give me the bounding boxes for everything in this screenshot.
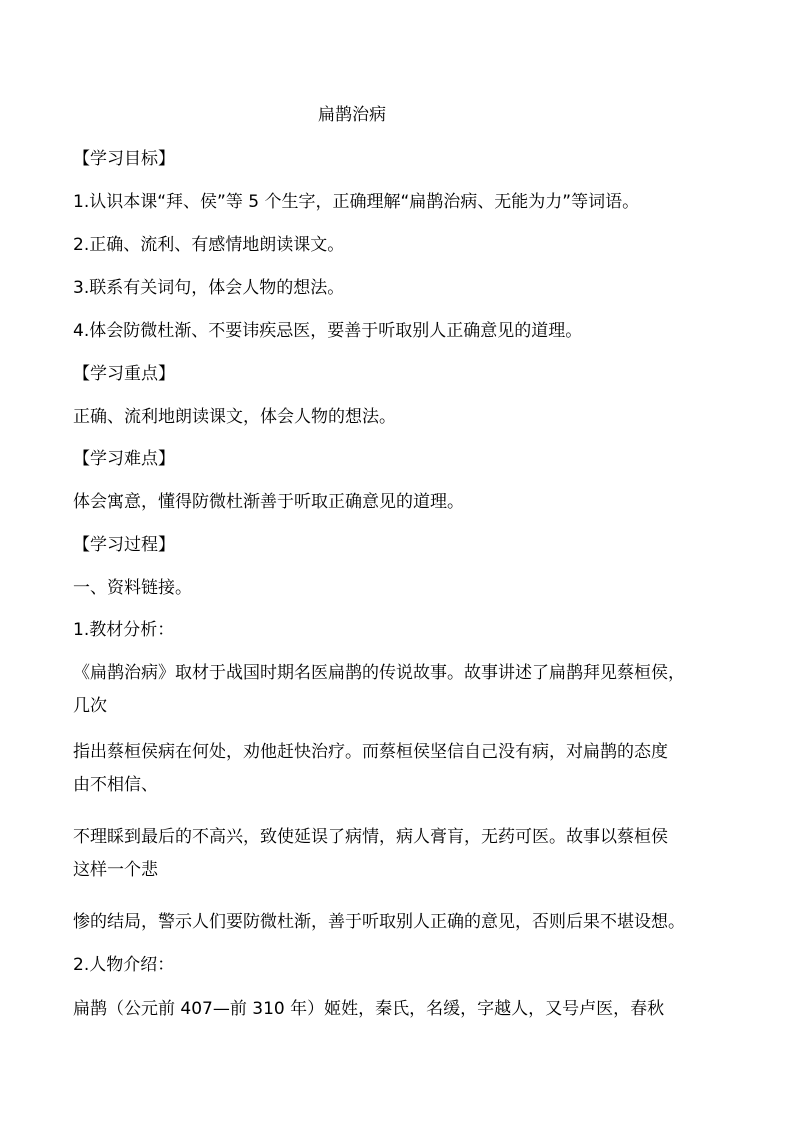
paragraph-line: 指出蔡桓侯病在何处，劝他赶快治疗。而蔡桓侯坚信自己没有病，对扁鹊的态度: [73, 742, 668, 762]
difficulties-text: 体会寓意，懂得防微杜渐善于听取正确意见的道理。: [73, 492, 464, 512]
section-heading-difficulties: 【学习难点】: [73, 449, 175, 469]
objective-item-1: 1.认识本课“拜、侯”等 5 个生字，正确理解“扁鹊治病、无能为力”等词语。: [73, 192, 640, 212]
paragraph-line: 惨的结局，警示人们要防微杜渐，善于听取别人正确的意见，否则后果不堪设想。: [73, 912, 685, 932]
item-heading-material-analysis: 1.教材分析：: [73, 620, 175, 640]
section-heading-key-points: 【学习重点】: [73, 364, 175, 384]
key-points-text: 正确、流利地朗读课文，体会人物的想法。: [73, 407, 396, 427]
objective-item-3: 3.联系有关词句，体会人物的想法。: [73, 278, 345, 298]
paragraph-line: 不理睬到最后的不高兴，致使延误了病情，病人膏肓，无药可医。故事以蔡桓侯: [73, 827, 668, 847]
paragraph-line: 由不相信、: [73, 775, 158, 795]
paragraph-line: 几次: [73, 696, 107, 716]
objective-item-4: 4.体会防微杜渐、不要讳疾忌医，要善于听取别人正确意见的道理。: [73, 321, 583, 341]
section-heading-objectives: 【学习目标】: [73, 149, 175, 169]
subsection-heading-resources: 一、资料链接。: [73, 578, 192, 598]
item-heading-character-intro: 2.人物介绍：: [73, 955, 175, 975]
document-title: 扁鹊治病: [318, 105, 386, 125]
paragraph-line: 《扁鹊治病》取材于战国时期名医扁鹊的传说故事。故事讲述了扁鹊拜见蔡桓侯，: [73, 663, 685, 683]
section-heading-process: 【学习过程】: [73, 535, 175, 555]
paragraph-line: 扁鹊（公元前 407—前 310 年）姬姓，秦氏，名缓，字越人，又号卢医，春秋: [73, 999, 665, 1019]
objective-item-2: 2.正确、流利、有感情地朗读课文。: [73, 235, 345, 255]
paragraph-line: 这样一个悲: [73, 860, 158, 880]
